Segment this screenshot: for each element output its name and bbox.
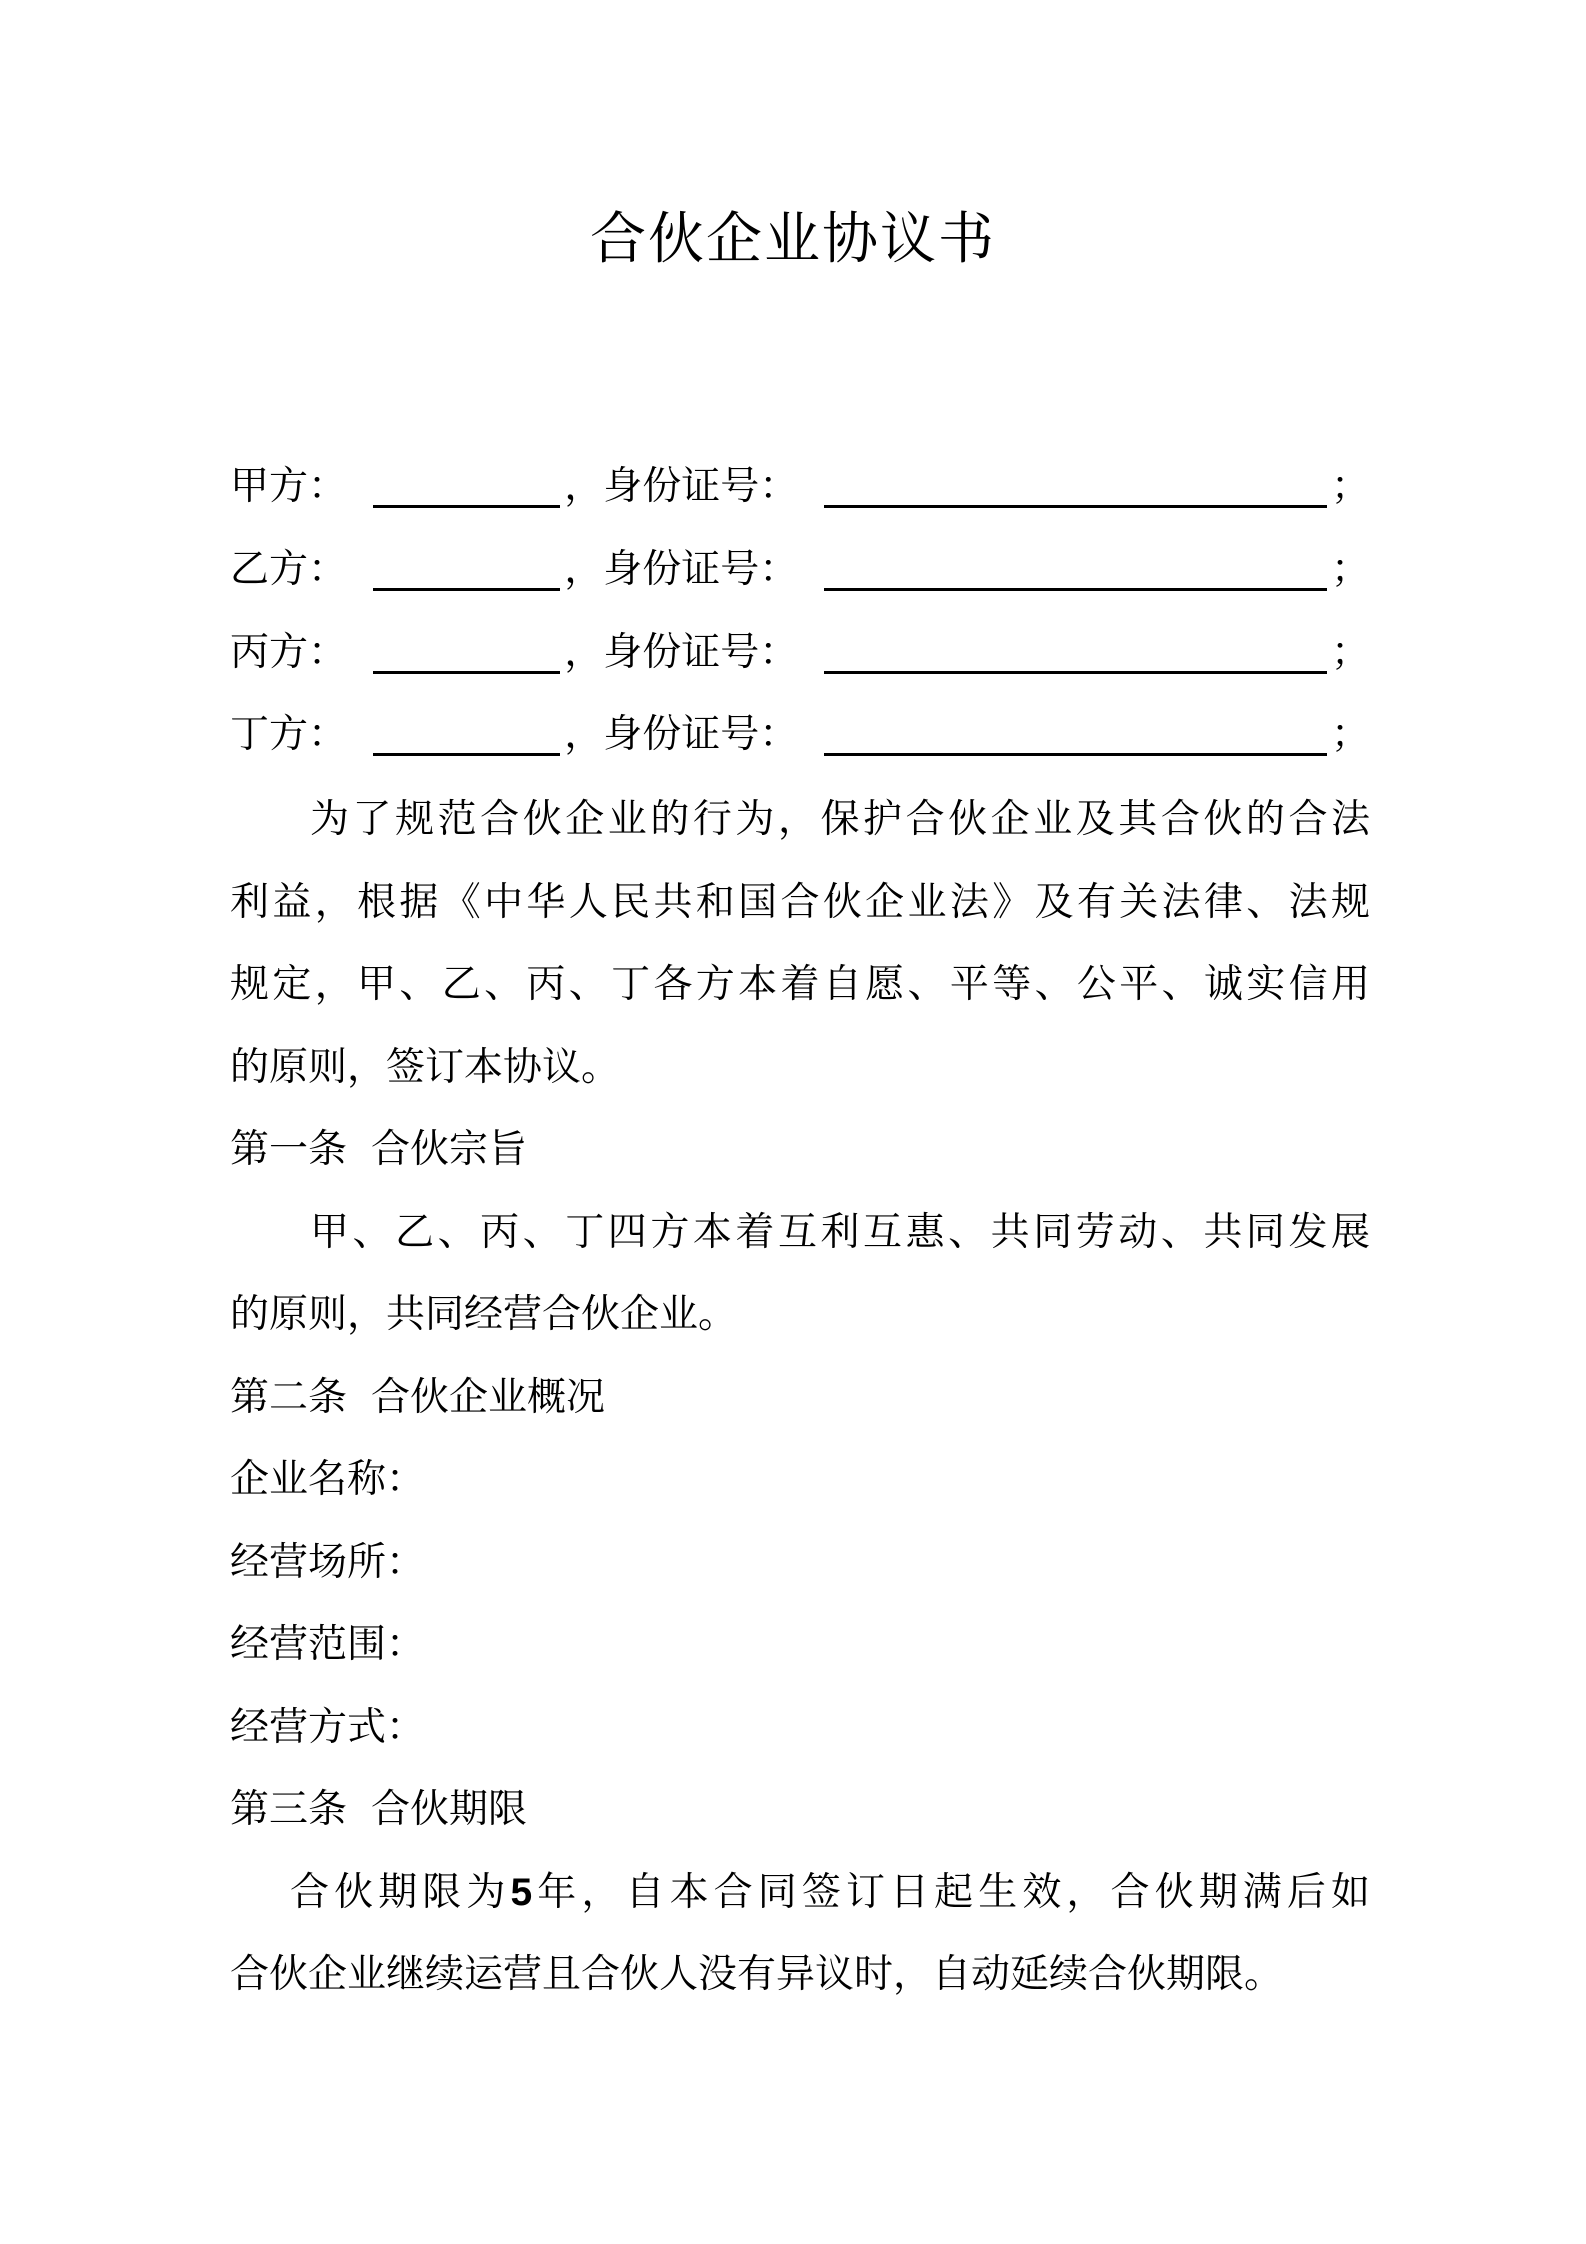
separator: ， bbox=[564, 464, 604, 509]
party-name-blank[interactable] bbox=[373, 556, 560, 591]
field-business-scope bbox=[230, 1620, 1370, 1670]
field-label: 经营范围： bbox=[230, 1622, 426, 1667]
article-number: 第二条 bbox=[230, 1375, 348, 1420]
party-row-ding bbox=[230, 710, 1370, 760]
field-label: 经营方式： bbox=[230, 1705, 426, 1750]
party-name-blank[interactable] bbox=[373, 639, 560, 674]
field-label: 企业名称： bbox=[230, 1457, 426, 1502]
text-segment: 合伙期限为 bbox=[290, 1870, 511, 1915]
party-name-blank[interactable] bbox=[373, 473, 560, 508]
article-1-text-line: 甲、乙、丙、丁四方本着互利互惠、共同劳动、共同发展 bbox=[310, 1210, 1370, 1255]
id-number-blank[interactable] bbox=[824, 556, 1327, 591]
term-years: 5 bbox=[510, 1871, 533, 1914]
field-business-mode bbox=[230, 1703, 1370, 1753]
party-row-bing bbox=[230, 628, 1370, 678]
article-1-text-line: 的原则，共同经营合伙企业。 bbox=[230, 1292, 738, 1337]
field-business-premises bbox=[230, 1538, 1370, 1588]
id-label: 身份证号： bbox=[603, 712, 799, 757]
line-end: ； bbox=[1330, 547, 1370, 592]
id-label: 身份证号： bbox=[603, 547, 799, 592]
preamble-line: 规定，甲、乙、丙、丁各方本着自愿、平等、公平、诚实信用 bbox=[230, 962, 1370, 1007]
separator: ， bbox=[564, 630, 604, 675]
separator: ， bbox=[564, 712, 604, 757]
article-3-text-line: 合伙企业继续运营且合伙人没有异议时，自动延续合伙期限。 bbox=[230, 1952, 1284, 1997]
party-label: 甲方： bbox=[230, 464, 348, 509]
party-label: 丙方： bbox=[230, 630, 348, 675]
article-2-heading bbox=[230, 1373, 1370, 1423]
party-row-jia bbox=[230, 462, 1370, 512]
party-row-yi bbox=[230, 545, 1370, 595]
article-1-heading bbox=[230, 1125, 1370, 1175]
document-title: 合伙企业协议书 bbox=[590, 207, 996, 272]
article-title: 合伙宗旨 bbox=[371, 1127, 528, 1172]
party-name-blank[interactable] bbox=[373, 721, 560, 756]
article-title: 合伙企业概况 bbox=[371, 1375, 606, 1420]
separator: ， bbox=[564, 547, 604, 592]
field-company-name bbox=[230, 1455, 1370, 1505]
party-label: 乙方： bbox=[230, 547, 348, 592]
party-label: 丁方： bbox=[230, 712, 348, 757]
preamble-line: 的原则，签订本协议。 bbox=[230, 1045, 621, 1090]
id-number-blank[interactable] bbox=[824, 473, 1327, 508]
id-number-blank[interactable] bbox=[824, 721, 1327, 756]
id-label: 身份证号： bbox=[603, 630, 799, 675]
preamble-line: 为了规范合伙企业的行为，保护合伙企业及其合伙的合法 bbox=[310, 797, 1370, 842]
article-3-heading bbox=[230, 1785, 1370, 1835]
article-number: 第三条 bbox=[230, 1787, 348, 1832]
id-number-blank[interactable] bbox=[824, 639, 1327, 674]
preamble-line: 利益，根据《中华人民共和国合伙企业法》及有关法律、法规 bbox=[230, 880, 1370, 925]
id-label: 身份证号： bbox=[603, 464, 799, 509]
article-number: 第一条 bbox=[230, 1127, 348, 1172]
line-end: ； bbox=[1330, 630, 1370, 675]
line-end: ； bbox=[1330, 712, 1370, 757]
article-3-text-line bbox=[230, 1868, 1370, 1918]
text-segment: 年，自本合同签订日起生效，合伙期满后如 bbox=[532, 1870, 1370, 1915]
field-label: 经营场所： bbox=[230, 1540, 426, 1585]
article-title: 合伙期限 bbox=[371, 1787, 528, 1832]
line-end: ； bbox=[1330, 464, 1370, 509]
